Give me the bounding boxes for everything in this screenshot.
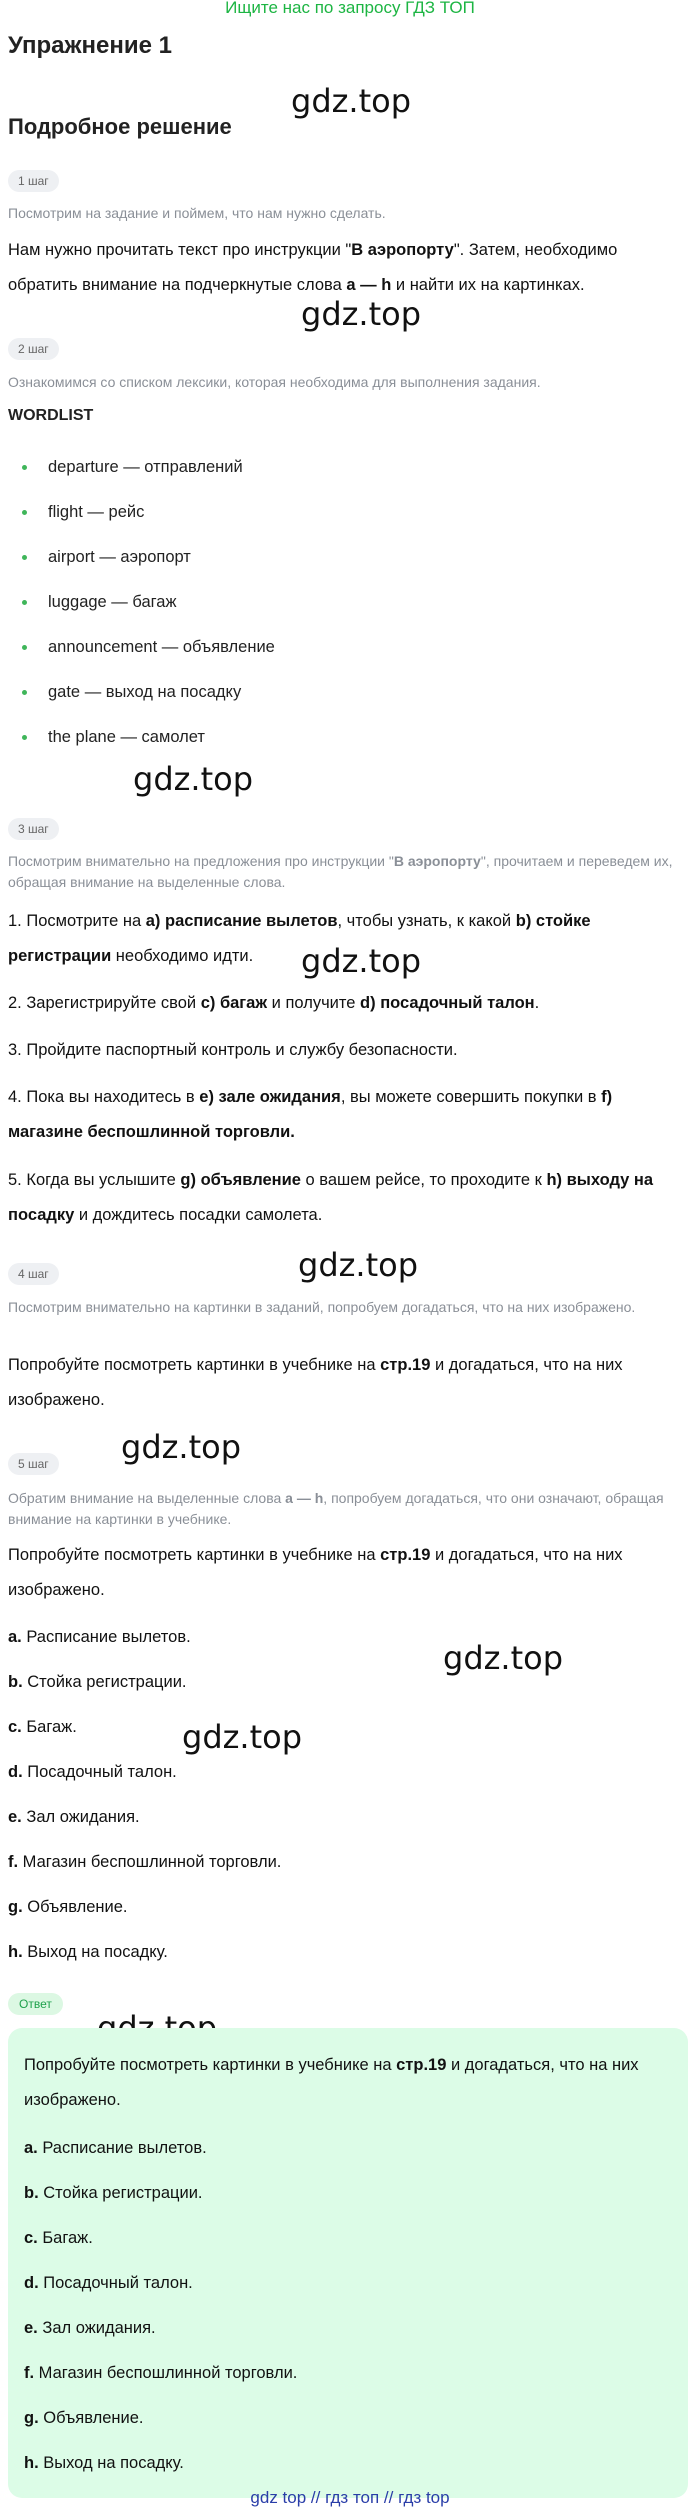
answer-list [24, 2136, 297, 2496]
list-item: h. Выход на посадку. [24, 2454, 184, 2472]
wordlist-item: flight — рейс [22, 500, 275, 545]
sentence-1: 1. Посмотрите на a) расписание вылетов, чтобы узнать, к какой b) стойке регистрации необходимо идти. [8, 912, 591, 965]
bullet-dot [22, 510, 27, 515]
list-item: c. Багаж. [24, 2229, 93, 2247]
step-text: Попробуйте посмотреть картинки в учебнике на стр.19 и догадаться, что на них изображено. [8, 1546, 623, 1599]
bullet-dot [22, 735, 27, 740]
list-item: b. Стойка регистрации. [8, 1673, 187, 1691]
list-item: a. Расписание вылетов. [24, 2139, 207, 2157]
bullet-dot [22, 690, 27, 695]
top-banner[interactable]: Ищите нас по запросу ГДЗ ТОП [225, 0, 475, 17]
term-list [8, 1625, 281, 1985]
list-item: f. Магазин беспошлинной торговли. [8, 1853, 282, 1871]
step-text: Попробуйте посмотреть картинки в учебнике на стр.19 и догадаться, что на них изображено. [8, 1356, 623, 1409]
list-item: c. Багаж. [8, 1718, 77, 1736]
step-badge: 1 шаг [8, 170, 59, 192]
sentence-5: 5. Когда вы услышите g) объявление о вашем рейсе, то проходите к h) выходу на посадку и дождитесь посадки самолета. [8, 1171, 654, 1224]
wordlist-item: departure — отправлений [22, 455, 275, 500]
watermark: gdz.top [298, 1246, 419, 1284]
step-badge: 3 шаг [8, 818, 59, 840]
sentence-4: 4. Пока вы находитесь в e) зале ожидания, вы можете совершить покупки в f) магазине беспошлинной торговли. [8, 1088, 613, 1141]
list-item: f. Магазин беспошлинной торговли. [24, 2364, 298, 2382]
answer-text: Попробуйте посмотреть картинки в учебнике на стр.19 и догадаться, что на них изображено. [24, 2056, 639, 2109]
watermark: gdz.top [133, 760, 254, 798]
step-note: Посмотрим внимательно на картинки в заданий, попробуем догадаться, что на них изображено. [8, 1299, 636, 1315]
bullet-dot [22, 600, 27, 605]
step-badge: 2 шаг [8, 338, 59, 360]
answer-badge: Ответ [8, 1993, 63, 2015]
step-note: Посмотрим внимательно на предложения про инструкции "В аэропорту", прочитаем и переведем их, обращая внимание на выделенные слова. [8, 853, 673, 890]
step-badge: 5 шаг [8, 1453, 59, 1475]
section-title: Подробное решение [8, 114, 232, 139]
bullet-dot [22, 465, 27, 470]
step-note: Посмотрим на задание и поймем, что нам нужно сделать. [8, 205, 386, 221]
step-note: Ознакомимся со списком лексики, которая необходима для выполнения задания. [8, 374, 541, 390]
watermark: gdz.top [121, 1428, 242, 1466]
list-item: d. Посадочный талон. [8, 1763, 177, 1781]
wordlist [22, 455, 275, 770]
list-item: a. Расписание вылетов. [8, 1628, 191, 1646]
wordlist-item: luggage — багаж [22, 590, 275, 635]
list-item: e. Зал ожидания. [24, 2319, 156, 2337]
watermark: gdz.top [301, 942, 422, 980]
watermark: gdz.top [291, 82, 412, 120]
wordlist-title: WORDLIST [8, 407, 94, 424]
bullet-dot [22, 555, 27, 560]
watermark: gdz.top [301, 295, 422, 333]
list-item: h. Выход на посадку. [8, 1943, 168, 1961]
wordlist-item: gate — выход на посадку [22, 680, 275, 725]
page-title: Упражнение 1 [8, 32, 172, 59]
sentence-2: 2. Зарегистрируйте свой c) багаж и получите d) посадочный талон. [8, 994, 540, 1012]
list-item: g. Объявление. [24, 2409, 144, 2427]
wordlist-item: announcement — объявление [22, 635, 275, 680]
list-item: e. Зал ожидания. [8, 1808, 140, 1826]
wordlist-item: airport — аэропорт [22, 545, 275, 590]
footer-links[interactable]: gdz top // гдз топ // гдз top [250, 2488, 450, 2507]
list-item: g. Объявление. [8, 1898, 128, 1916]
watermark: gdz.top [443, 1639, 564, 1677]
step-text: Нам нужно прочитать текст про инструкции "В аэропорту". Затем, необходимо обратить внимание на подчеркнутые слова a — h и найти их на картинках. [8, 241, 618, 294]
list-item: d. Посадочный талон. [24, 2274, 193, 2292]
wordlist-item: the plane — самолет [22, 725, 275, 770]
step-badge: 4 шаг [8, 1263, 59, 1285]
step-note: Обратим внимание на выделенные слова a — h, попробуем догадаться, что они означают, обращая внимание на картинки в учебнике. [8, 1490, 664, 1527]
bullet-dot [22, 645, 27, 650]
list-item: b. Стойка регистрации. [24, 2184, 203, 2202]
sentence-3: 3. Пройдите паспортный контроль и службу безопасности. [8, 1041, 458, 1059]
watermark: gdz.top [182, 1718, 303, 1756]
